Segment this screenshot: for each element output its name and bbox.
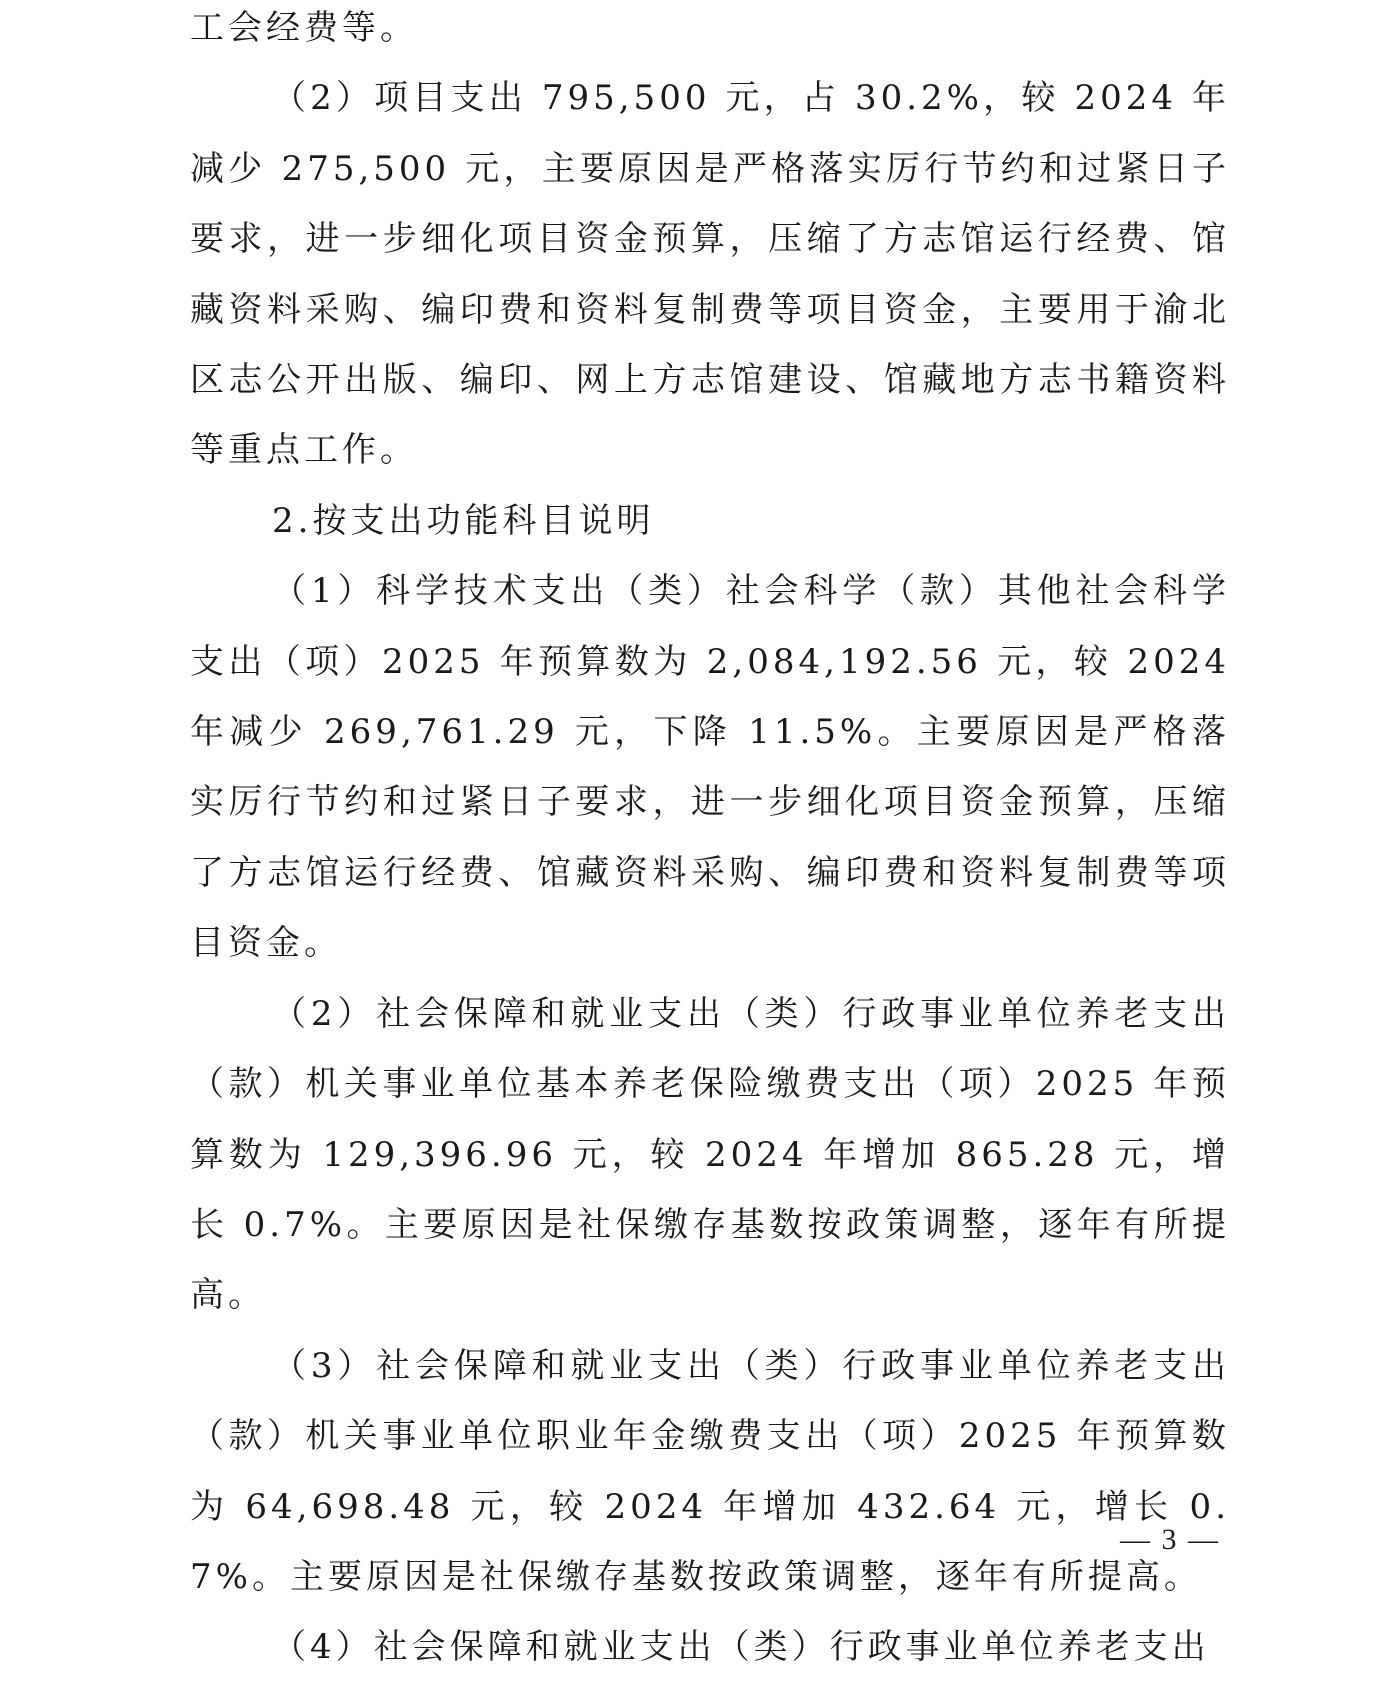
paragraph-occupational-annuity-expenditure: （3）社会保障和就业支出（类）行政事业单位养老支出（款）机关事业单位职业年金缴费支出（项）2025 年预算数为 64,698.48 元，较 2024 年增加 432.64 元，增长 0.7%。主要原因是社保缴存基数按政策调整，逐年有所提高。: [190, 1345, 1230, 1597]
paragraph-continuation: 工会经费等。: [190, 8, 418, 48]
paragraph-basic-pension-expenditure: （2）社会保障和就业支出（类）行政事业单位养老支出（款）机关事业单位基本养老保险缴费支出（项）2025 年预算数为 129,396.96 元，较 2024 年增加 865.28 元，增长 0.7%。主要原因是社保缴存基数按政策调整，逐年有所提高。: [190, 993, 1230, 1316]
document-body: [190, 0, 1230, 1683]
paragraph-social-security-item-4: （4）社会保障和就业支出（类）行政事业单位养老支出: [272, 1627, 1210, 1668]
paragraph-project-expenditure: （2）项目支出 795,500 元，占 30.2%，较 2024 年减少 275,500 元，主要原因是严格落实厉行节约和过紧日子要求，进一步细化项目资金预算，压缩了方志馆运行经费、馆藏资料采购、编印费和资料复制费等项目资金，主要用于渝北区志公开出版、编印、网上方志馆建设、馆藏地方志书籍资料等重点工作。: [190, 78, 1230, 471]
section-heading-functional-subjects: 2.按支出功能科目说明: [272, 500, 655, 541]
paragraph-science-tech-expenditure: （1）科学技术支出（类）社会科学（款）其他社会科学支出（项）2025 年预算数为 2,084,192.56 元，较 2024 年减少 269,761.29 元，下降 11.5%。主要原因是严格落实厉行节约和过紧日子要求，进一步细化项目资金预算，压缩了方志馆运行经费、馆藏资料采购、编印费和资料复制费等项目资金。: [190, 571, 1230, 964]
page-number: — 3 —: [1120, 1523, 1220, 1556]
